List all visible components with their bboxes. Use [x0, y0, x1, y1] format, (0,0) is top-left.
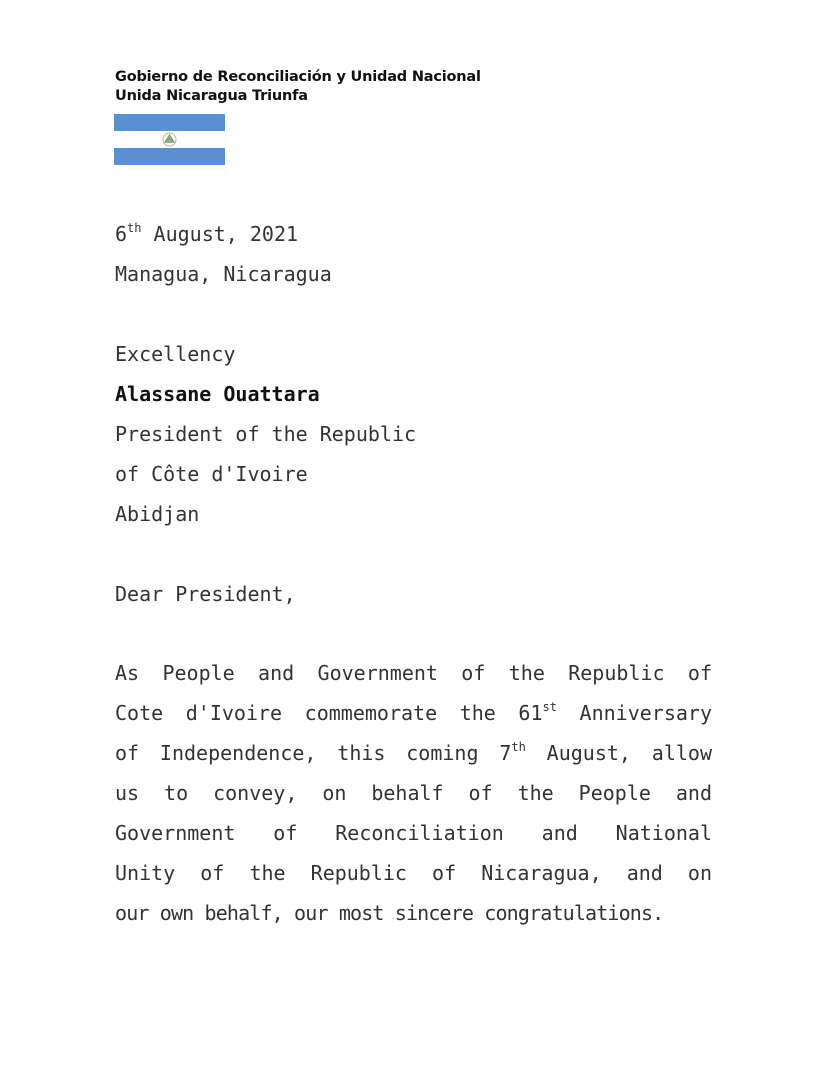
letter-date — [115, 221, 298, 247]
letterhead — [115, 68, 481, 106]
body-line-3: of Independence, this coming 7th August, allow — [115, 740, 712, 765]
recipient-city: Abidjan — [115, 502, 200, 526]
recipient-salutation-title: Excellency — [115, 342, 236, 366]
body-line-6: Unity of the Republic of Nicaragua, and on — [115, 861, 712, 885]
letter-greeting: Dear President, — [115, 582, 296, 606]
body-line-1: As People and Government of the Republic of — [115, 661, 712, 685]
body-line-4: us to convey, on behalf of the People and — [115, 781, 712, 805]
date-suffix: th — [127, 221, 142, 236]
date-rest: August, 2021 — [141, 222, 299, 246]
letter-place: Managua, Nicaragua — [115, 262, 332, 286]
nicaragua-flag-icon — [114, 114, 225, 165]
recipient-title-line-2: of Côte d'Ivoire — [115, 462, 308, 486]
letterhead-line-1: Gobierno de Reconciliación y Unidad Nacional — [115, 69, 481, 85]
body-line-7: our own behalf, our most sincere congratulations. — [115, 901, 664, 925]
body-line-2: Cote d'Ivoire commemorate the 61st Anniversary — [115, 700, 712, 725]
recipient-name: Alassane Ouattara — [115, 382, 320, 406]
body-line-5: Government of Reconciliation and National — [115, 821, 712, 845]
date-day: 6 — [115, 222, 128, 246]
letterhead-line-2: Unida Nicaragua Triunfa — [115, 88, 308, 104]
letter-body-paragraph — [115, 660, 712, 940]
recipient-title-line-1: President of the Republic — [115, 422, 417, 446]
